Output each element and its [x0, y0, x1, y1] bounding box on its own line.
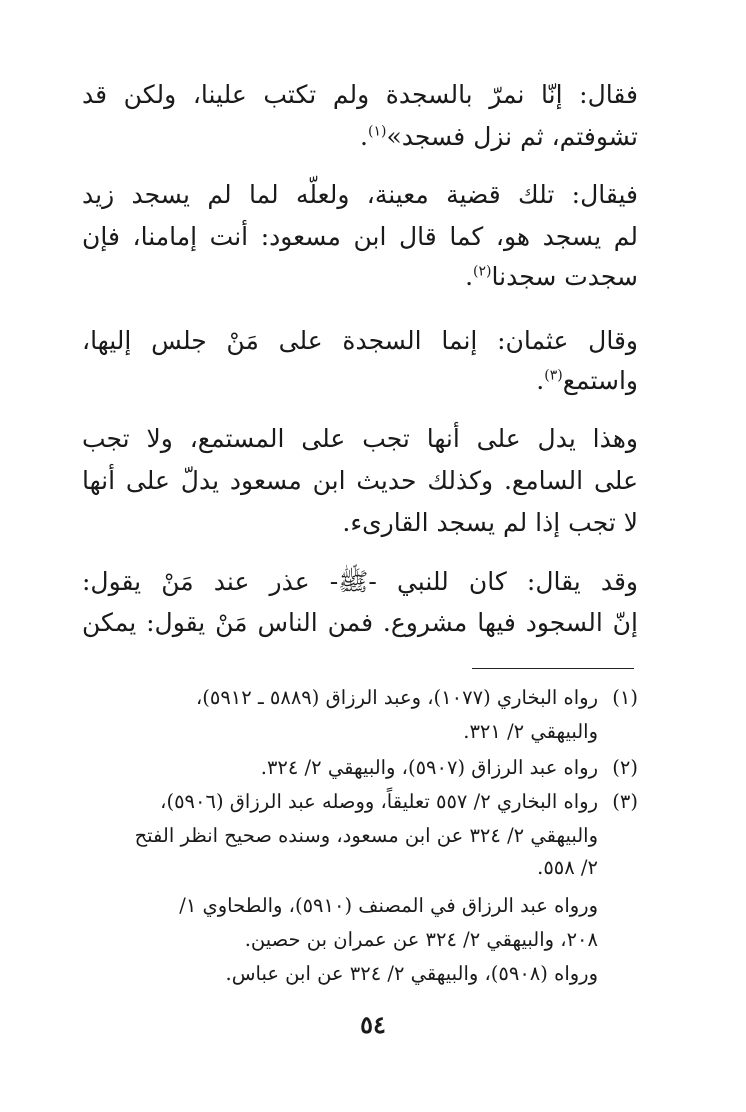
footnote-number: (٢): [612, 756, 638, 779]
sentence-end: .: [465, 262, 474, 291]
body-line: لم يسجد هو، كما قال ابن مسعود: أنت إمامنا، فإن: [82, 222, 638, 251]
body-line: [465, 262, 638, 291]
footnote-line: ورواه (٥٩٠٨)، والبيهقي ٢/ ٣٢٤ عن ابن عباس.: [225, 962, 598, 985]
footnote-line: والبيهقي ٢/ ٣٢٤ عن ابن مسعود، وسنده صحيح انظر الفتح: [134, 824, 598, 847]
body-line: [360, 122, 638, 151]
footnote-line: ورواه عبد الرزاق في المصنف (٥٩١٠)، والطحاوي ١/: [179, 894, 598, 917]
body-line: وقال عثمان: إنما السجدة على مَنْ جلس إليها،: [82, 326, 638, 355]
body-line: [536, 366, 638, 395]
footnote-ref-2: (٢): [473, 263, 492, 280]
body-text: واستمع: [562, 366, 638, 395]
body-line: فقال: إنّا نمرّ بالسجدة ولم تكتب علينا، ولكن قد: [82, 80, 638, 109]
body-text: تشوفتم، ثم نزل فسجد»: [386, 122, 638, 151]
footnote-separator: [472, 668, 634, 669]
footnote-line: ٢/ ٥٥٨.: [537, 856, 598, 879]
footnote-line: رواه عبد الرزاق (٥٩٠٧)، والبيهقي ٢/ ٣٢٤.: [260, 756, 598, 779]
page-number: ٥٤: [360, 1010, 386, 1039]
body-line: وقد يقال: كان للنبي -ﷺ- عذر عند مَنْ يقول:: [82, 567, 638, 596]
sentence-end: .: [536, 366, 545, 395]
footnote-line: والبيهقي ٢/ ٣٢١.: [463, 720, 598, 743]
footnote-ref-1: (١): [367, 123, 387, 140]
footnote-line: رواه البخاري ٢/ ٥٥٧ تعليقاً، ووصله عبد الرزاق (٥٩٠٦)،: [160, 790, 598, 813]
footnote-ref-3: (٣): [544, 367, 563, 384]
footnote-line: ٢٠٨، والبيهقي ٢/ ٣٢٤ عن عمران بن حصين.: [244, 928, 598, 951]
footnote-number: (١): [612, 686, 638, 709]
body-line: لا تجب إذا لم يسجد القارىء.: [342, 508, 638, 537]
body-line: إنّ السجود فيها مشروع. فمن الناس مَنْ يقول: يمكن: [82, 608, 638, 637]
footnote-number: (٣): [612, 790, 638, 813]
body-line: على السامع. وكذلك حديث ابن مسعود يدلّ على أنها: [82, 466, 638, 495]
body-text: سجدت سجدنا: [491, 262, 638, 291]
body-line: وهذا يدل على أنها تجب على المستمع، ولا تجب: [82, 424, 638, 453]
footnote-line: رواه البخاري (١٠٧٧)، وعبد الرزاق (٥٨٨٩ ـ ٥٩١٢)،: [195, 686, 598, 709]
sentence-end: .: [360, 122, 368, 151]
body-line: فيقال: تلك قضية معينة، ولعلّه لما لم يسجد زيد: [82, 180, 638, 209]
